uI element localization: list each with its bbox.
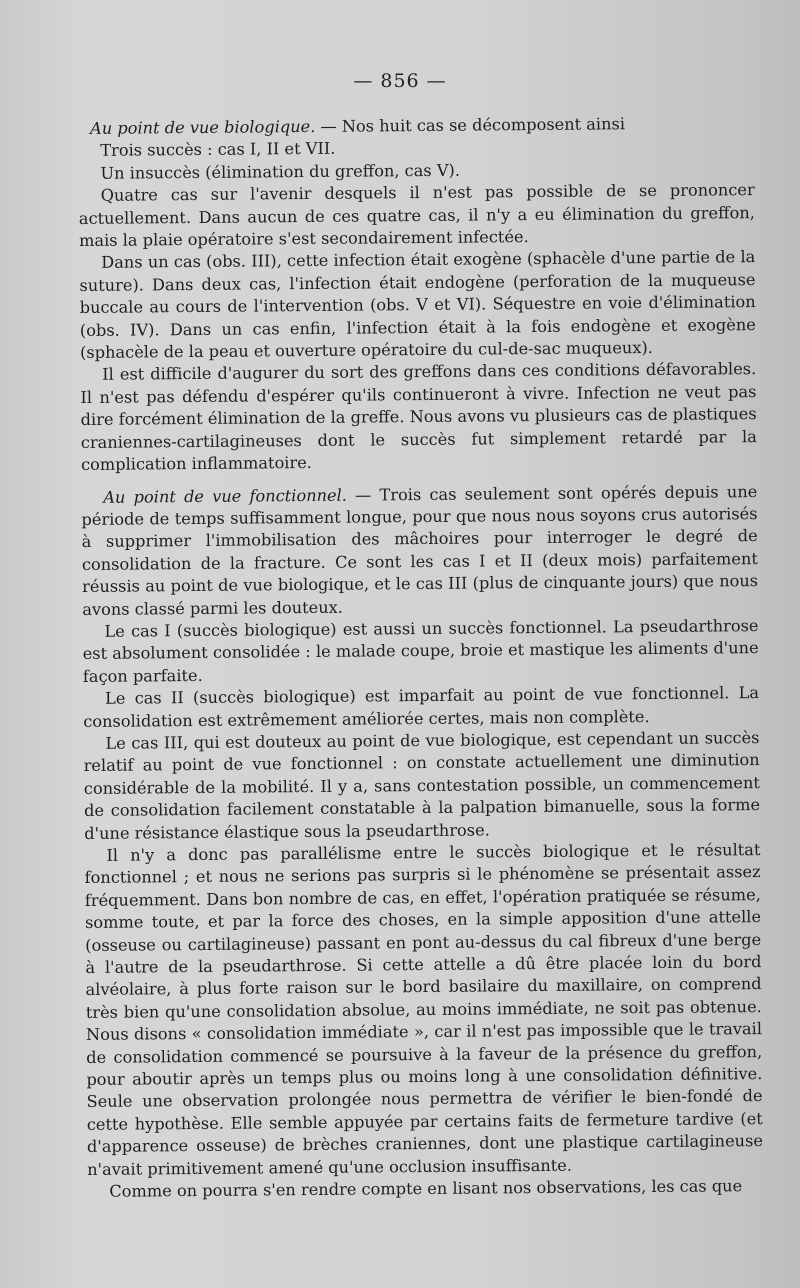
paragraph-case-two: Le cas II (succès biologique) est imparfait au point de vue fonctionnel. La consolidation est extrêmement améliorée certes, mais non complète.: [83, 683, 760, 731]
paragraph-prognosis: Il est difficile d'augurer du sort des greffons dans ces conditions défavorables. Il n'est pas défendu d'espérer qu'ils continueront à vivre. Infection ne veut pas dire forcément élimination de la greffe. Nous avons vu plusieurs cas de plastiques craniennes-cartilagineuses dont le succès fut simplement retardé par la complication inflammatoire.: [80, 359, 757, 475]
paragraph-text: — Trois cas seulement sont opérés depuis une période de temps suffisamment longue, pour que nous nous soyons crus autorisés à supprimer l'immobilisation des mâchoires pour interroger le degré de consolidation de la fracture. Ce sont les cas I et II (deux mois) parfaitement réussis au point de vue biologique, et le cas III (plus de cinquante jours) que nous avons classé parmi les douteux.: [81, 481, 759, 619]
paragraph-parallelism: Il n'y a donc pas parallélisme entre le succès biologique et le résultat fonctionnel ; et nous ne serions pas surpris si le phénomène se présentait assez fréquemment. Dans bon nombre de cas, en effet, l'opération pratiquée se résume, somme toute, et par la force des choses, en la simple apposition d'une attelle (osseuse ou cartilagineuse) passant en pont au-dessus du cal fibreux d'une berge à l'autre de la pseudarthrose. Si cette attelle a dû être placée loin du bord alvéolaire, à plus forte raison sur le bord basilaire du maxillaire, on comprend très bien qu'une consolidation absolue, au moins immédiate, ne soit pas obtenue. Nous disons « consolidation immédiate », car il n'est pas impossible que le travail de consolidation commencé se poursuive à la faveur de la présence du greffon, pour aboutir après un temps plus ou moins long à une consolidation définitive. Seule une observation prolongée nous permettra de vérifier le bien-fondé de cette hypothèse. Elle semble appuyée par certains faits de fermeture tardive (et d'apparence osseuse) de brèches craniennes, dont une plastique cartilagineuse n'avait primitivement amené qu'une occlusion insuffisante.: [84, 840, 764, 1179]
body-text: [78, 112, 763, 1203]
paragraph-conclusion: Comme on pourra s'en rendre compte en lisant nos observations, les cas que: [109, 1176, 743, 1201]
section-lead-functional: Au point de vue fonctionnel.: [103, 485, 347, 507]
paragraph-uncertain-cases: Quatre cas sur l'avenir desquels il n'est pas possible de se prononcer actuellement. Dans aucun de ces quatre cas, il n'y a eu élimination du greffon, mais la plaie opératoire s'est secondairement infectée.: [78, 180, 755, 251]
paragraph-case-three: Le cas III, qui est douteux au point de vue biologique, est cependant un succès relatif au point de vue fonctionnel : on constate actuellement une diminution considérable de la mobilité. Il y a, sans contestation possible, un commencement de consolidation facilement constatable à la palpation bimanuelle, sous la forme d'une résistance élastique sous la pseudarthrose.: [83, 728, 761, 843]
paragraph-text: — Nos huit cas se décomposent ainsi: [315, 114, 626, 136]
paragraph-successes: Trois succès : cas I, II et VII.: [100, 139, 336, 161]
paragraph-infection-details: Dans un cas (obs. III), cette infection était exogène (sphacèle d'une partie de la suture). Dans deux cas, l'infection était endogène (perforation de la muqueuse buccale au cours de l'intervention (obs. V et VI). Séquestre en voie d'élimination (obs. IV). Dans un cas enfin, l'infection était à la fois endogène et exogène (sphacèle de la peau et ouverture opératoire du cul-de-sac muqueux).: [79, 247, 756, 363]
paragraph-functional-heading: [81, 481, 758, 621]
page-number: — 856 —: [353, 70, 447, 92]
paragraph-case-one: Le cas I (succès biologique) est aussi un succès fonctionnel. La pseudarthrose est absolument consolidée : le malade coupe, broie et mastique les aliments d'une façon parfaite.: [82, 616, 759, 686]
section-lead-biological: Au point de vue biologique.: [90, 116, 316, 138]
paragraph-failure: Un insuccès (élimination du greffon, cas V).: [100, 160, 461, 183]
